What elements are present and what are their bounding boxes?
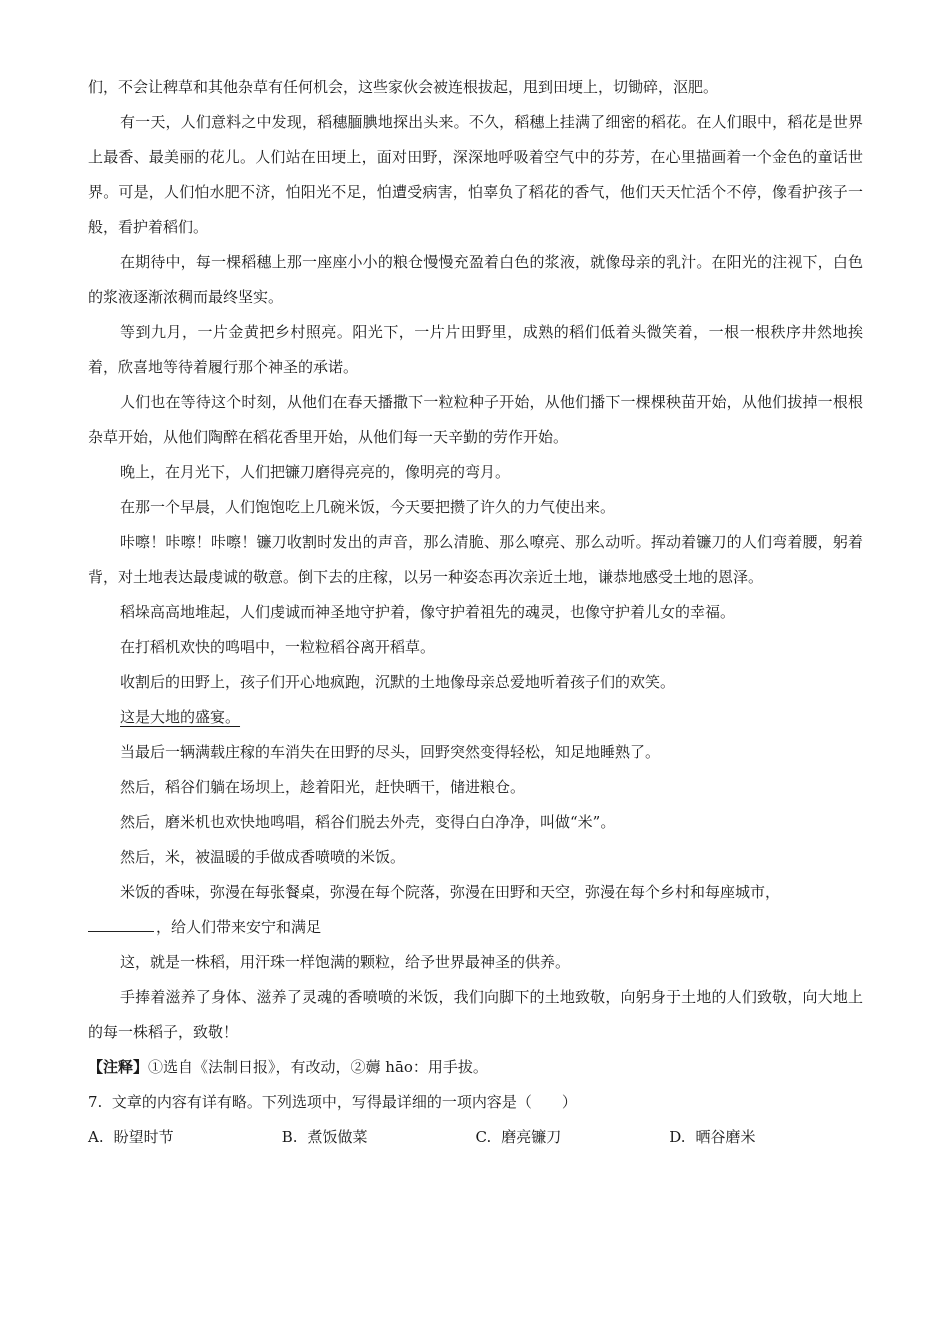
paragraph-text: 在那一个早晨，人们饱饱吃上几碗米饭，今天要把攒了许久的力气使出来。 xyxy=(120,498,616,516)
paragraph xyxy=(88,805,863,840)
paragraph-text: 有一天，人们意料之中发现，稻穗腼腆地探出头来。不久，稻穗上挂满了细密的稻花。在人们眼中，稻花是世界上最香、最美丽的花儿。人们站在田埂上，面对田野，深深地呼吸着空气中的芬芳，在心里描画着一个金色的童话世界。可是，人们怕水肥不济，怕阳光不足，怕遭受病害，怕辜负了稻花的香气，他们天天忙活个不停，像看护孩子一般，看护着稻们。 xyxy=(88,113,863,236)
paragraph xyxy=(88,385,863,455)
paragraph xyxy=(88,700,863,735)
option-text: 晒谷磨米 xyxy=(695,1128,756,1146)
paragraph-text: 米饭的香味，弥漫在每张餐桌，弥漫在每个院落，弥漫在田野和天空，弥漫在每个乡村和每座城市， xyxy=(120,883,781,901)
paragraph-text: 然后，米，被温暖的手做成香喷喷的米饭。 xyxy=(120,848,406,866)
paragraph-text: 这是大地的盛宴。 xyxy=(120,708,241,726)
paragraph-text: ，给人们带来安宁和满足 xyxy=(156,918,322,936)
paragraph xyxy=(88,245,863,315)
paragraph xyxy=(88,735,863,770)
paragraph xyxy=(88,315,863,385)
paragraph-text: 晚上，在月光下，人们把镰刀磨得亮亮的，像明亮的弯月。 xyxy=(120,463,511,481)
paragraph-text: 当最后一辆满载庄稼的车消失在田野的尽头，回野突然变得轻松，知足地睡熟了。 xyxy=(120,743,661,761)
paragraph-text: 们，不会让稗草和其他杂草有任何机会，这些家伙会被连根拔起，甩到田埂上，切锄碎，沤肥。 xyxy=(88,78,719,96)
annotation-label: 【注释】 xyxy=(88,1058,149,1076)
fill-in-blank[interactable] xyxy=(88,917,154,932)
paragraph xyxy=(88,980,863,1050)
paragraph-text: 手捧着滋养了身体、滋养了灵魂的香喷喷的米饭，我们向脚下的土地致敬，向躬身于土地的人们致敬，向大地上的每一株稻子，致敬！ xyxy=(88,988,863,1041)
option-letter: D. xyxy=(669,1128,686,1146)
article-paragraphs xyxy=(88,70,863,1050)
paragraph-text: 咔嚓！咔嚓！咔嚓！镰刀收割时发出的声音，那么清脆、那么嘹亮、那么动听。挥动着镰刀的人们弯着腰，躬着背，对土地表达最虔诚的敬意。倒下去的庄稼，以另一种姿态再次亲近土地，谦恭地感受土地的恩泽。 xyxy=(88,533,863,586)
option-d[interactable] xyxy=(669,1120,863,1155)
paragraph xyxy=(88,770,863,805)
option-text: 磨亮镰刀 xyxy=(501,1128,562,1146)
paragraph xyxy=(88,595,863,630)
paragraph-text: 然后，稻谷们躺在场坝上，趁着阳光，赶快晒干，储进粮仓。 xyxy=(120,778,526,796)
paragraph-text: 人们也在等待这个时刻，从他们在春天播撒下一粒粒种子开始，从他们播下一棵棵秧苗开始，从他们拔掉一根根杂草开始，从他们陶醉在稻花香里开始，从他们每一天辛勤的劳作开始。 xyxy=(88,393,863,446)
paragraph xyxy=(88,945,863,980)
paragraph xyxy=(88,910,863,945)
paragraph-text: 稻垛高高地堆起，人们虔诚而神圣地守护着，像守护着祖先的魂灵，也像守护着儿女的幸福。 xyxy=(120,603,736,621)
paragraph xyxy=(88,70,863,105)
paragraph-text: 收割后的田野上，孩子们开心地疯跑，沉默的土地像母亲总爱地听着孩子们的欢笑。 xyxy=(120,673,676,691)
paragraph xyxy=(88,490,863,525)
paragraph xyxy=(88,525,863,595)
paragraph-text: 然后，磨米机也欢快地鸣唱，稻谷们脱去外壳，变得白白净净，叫做“米”。 xyxy=(120,813,616,831)
option-text: 盼望时节 xyxy=(113,1128,174,1146)
annotation-note xyxy=(88,1050,863,1085)
option-letter: A. xyxy=(88,1128,104,1146)
question-stem xyxy=(88,1085,863,1120)
paragraph xyxy=(88,455,863,490)
paragraph xyxy=(88,840,863,875)
article-body xyxy=(88,70,863,1155)
option-b[interactable] xyxy=(282,1120,476,1155)
paragraph xyxy=(88,875,863,910)
paragraph xyxy=(88,105,863,245)
paragraph-text: 等到九月，一片金黄把乡村照亮。阳光下，一片片田野里，成熟的稻们低着头微笑着，一根一根秩序井然地挨着，欣喜地等待着履行那个神圣的承诺。 xyxy=(88,323,863,376)
question-text: 文章的内容有详有略。下列选项中，写得最详细的一项内容是（ ） xyxy=(111,1093,577,1111)
option-text: 煮饭做菜 xyxy=(307,1128,368,1146)
paragraph-text: 在打稻机欢快的鸣唱中，一粒粒稻谷离开稻草。 xyxy=(120,638,436,656)
option-a[interactable] xyxy=(88,1120,282,1155)
paragraph xyxy=(88,630,863,665)
option-letter: C. xyxy=(475,1128,492,1146)
annotation-text: ①选自《法制日报》，有改动，②薅 hāo：用手拔。 xyxy=(148,1058,488,1076)
paragraph xyxy=(88,665,863,700)
answer-options xyxy=(88,1120,863,1155)
option-letter: B. xyxy=(281,1128,298,1146)
question-number: 7. xyxy=(88,1093,103,1111)
paragraph-text: 这，就是一株稻，用汗珠一样饱满的颗粒，给予世界最神圣的供养。 xyxy=(120,953,571,971)
paragraph-text: 在期待中，每一棵稻穗上那一座座小小的粮仓慢慢充盈着白色的浆液，就像母亲的乳汁。在阳光的注视下，白色的浆液逐渐浓稠而最终坚实。 xyxy=(88,253,863,306)
option-c[interactable] xyxy=(476,1120,670,1155)
